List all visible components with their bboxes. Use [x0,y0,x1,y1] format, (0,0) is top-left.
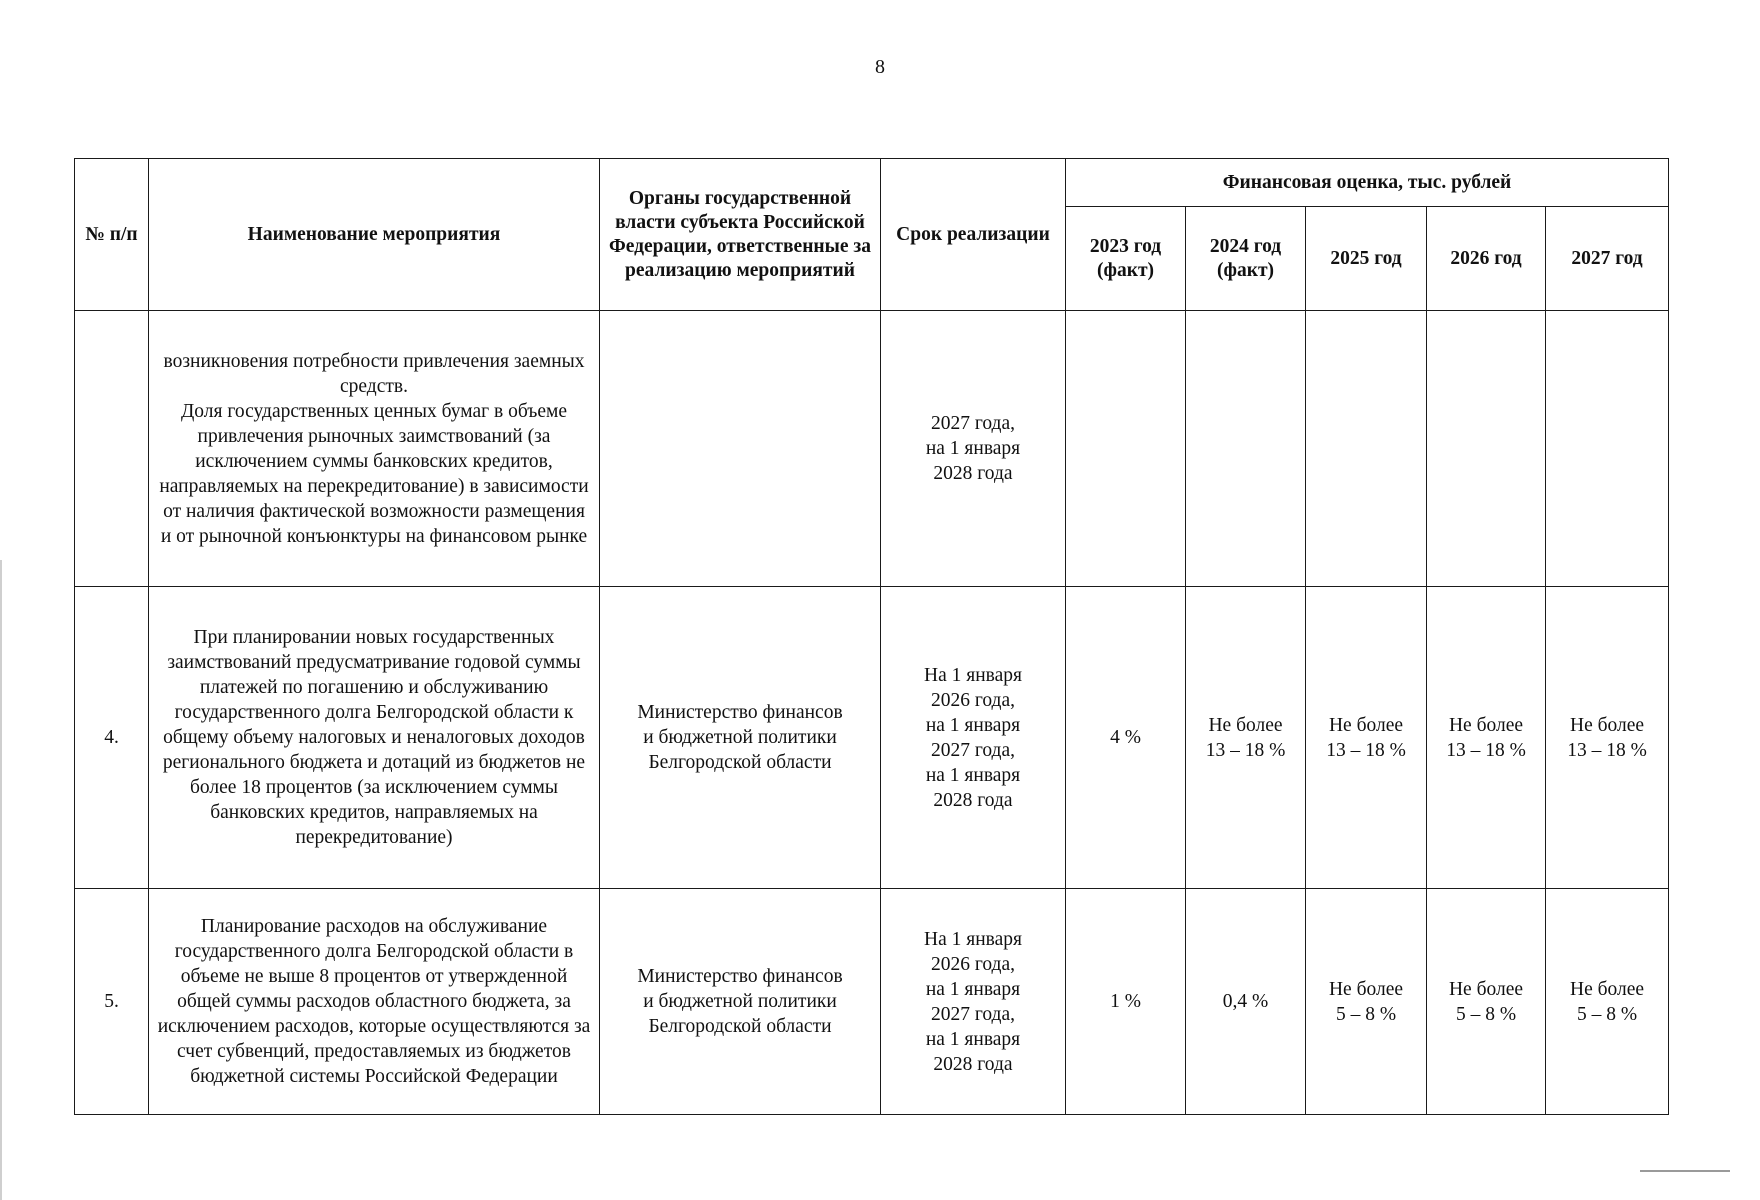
responsible-organ-line: и бюджетной политики [643,991,837,1012]
finance-value-line: Не более [1448,978,1524,1000]
finance-value-line: Не более [1208,714,1283,736]
finance-value-line: 13 – 18 % [1326,739,1406,761]
finance-value-line: 5 – 8 % [1576,1003,1638,1025]
responsible-organ-line: Министерство финансов [637,966,843,987]
finance-value-2026 [1427,587,1546,889]
responsible-organ-line: и бюджетной политики [643,727,837,748]
scan-corner-mark [1640,1170,1730,1172]
responsible-organ [600,587,881,889]
implementation-term-line: на 1 января [925,714,1021,736]
implementation-term-line: 2026 года, [930,953,1016,975]
implementation-term-line: на 1 января [925,438,1021,459]
implementation-term-line: 2028 года [933,1053,1013,1075]
measure-name-paragraph: возникновения потребности привлечения заемных средств. [163,350,585,397]
finance-value-2026 [1427,889,1546,1115]
finance-value-line: Не более [1448,714,1524,736]
measure-name-paragraph: При планировании новых государственных заимствований предусматривание годовой суммы платежей по погашению и обслуживанию государственного долга Белгородской области к общему объему налоговых и неналоговых доходов регионального бюджета и дотаций из бюджетов не более 18 процентов (за исключением суммы банковских кредитов, направляемых на перекредитование) [162,627,586,848]
responsible-organ-line: Белгородской области [648,752,832,773]
finance-value-2025 [1306,889,1427,1115]
row-number: 5. [75,889,149,1115]
scan-edge-mark [0,560,2,1200]
implementation-term-line: на 1 января [925,978,1021,1000]
finance-value-2023 [1066,889,1186,1115]
header-year-2027: 2027 год [1546,207,1669,311]
implementation-term-line: на 1 января [925,764,1021,786]
table-row [75,311,1669,587]
responsible-organ [600,311,881,587]
finance-value-line: Не более [1569,714,1645,736]
header-year-2026: 2026 год [1427,207,1546,311]
implementation-term-line: На 1 января [924,928,1022,950]
finance-value-2027 [1546,889,1669,1115]
responsible-organ-line: Министерство финансов [637,702,843,723]
table-row [75,587,1669,889]
row-number [75,311,149,587]
finance-value-2027 [1546,587,1669,889]
finance-value-2024 [1186,311,1306,587]
measure-name [149,311,600,587]
measures-table [74,158,1669,1115]
finance-value-line: Не более [1328,978,1404,1000]
page-number: 8 [875,56,885,78]
implementation-term-line: на 1 января [925,1028,1021,1050]
implementation-term-line: 2027 года, [930,1003,1016,1025]
header-organs: Органы государственной власти субъекта Российской Федерации, ответственные за реализацию мероприятий [600,159,881,311]
finance-value-2027 [1546,311,1669,587]
implementation-term-line: 2027 года, [930,739,1016,761]
measure-name-paragraph: Планирование расходов на обслуживание государственного долга Белгородской области в объеме не выше 8 процентов от утвержденной общей суммы расходов областного бюджета, за исключением расходов, которые осуществляются за счет субвенций, предоставляемых из бюджетов бюджетной системы Российской Федерации [157,916,591,1087]
finance-value-line: 4 % [1110,727,1141,748]
table-row [75,889,1669,1115]
finance-value-2025 [1306,311,1427,587]
finance-value-2023 [1066,587,1186,889]
header-finance: Финансовая оценка, тыс. рублей [1066,159,1669,207]
finance-value-line: 13 – 18 % [1567,739,1647,761]
finance-value-line: 13 – 18 % [1446,739,1526,761]
header-num: № п/п [75,159,149,311]
header-year-2024: 2024 год (факт) [1186,207,1306,311]
implementation-term [881,311,1066,587]
finance-value-2024 [1186,889,1306,1115]
implementation-term-line: 2026 года, [930,689,1016,711]
implementation-term [881,587,1066,889]
finance-value-line: 0,4 % [1222,991,1269,1012]
finance-value-2023 [1066,311,1186,587]
header-name: Наименование мероприятия [149,159,600,311]
implementation-term [881,889,1066,1115]
implementation-term-line: 2027 года, [930,413,1016,434]
header-term: Срок реализации [881,159,1066,311]
finance-value-line: 1 % [1110,991,1141,1012]
row-number: 4. [75,587,149,889]
measure-name [149,889,600,1115]
implementation-term-line: 2028 года [933,789,1013,811]
finance-value-line: Не более [1328,714,1404,736]
header-year-2025: 2025 год [1306,207,1427,311]
finance-value-line: 5 – 8 % [1335,1003,1397,1025]
finance-value-line: 5 – 8 % [1455,1003,1517,1025]
finance-value-line: 13 – 18 % [1205,739,1286,761]
measure-name [149,587,600,889]
finance-value-line: Не более [1569,978,1645,1000]
implementation-term-line: На 1 января [924,664,1022,686]
header-year-2023: 2023 год (факт) [1066,207,1186,311]
finance-value-2025 [1306,587,1427,889]
implementation-term-line: 2028 года [933,463,1013,484]
responsible-organ-line: Белгородской области [648,1016,832,1037]
responsible-organ [600,889,881,1115]
finance-value-2024 [1186,587,1306,889]
measure-name-paragraph: Доля государственных ценных бумаг в объеме привлечения рыночных заимствований (за исключением суммы банковских кредитов, направляемых на перекредитование) в зависимости от наличия фактической возможности размещения и от рыночной конъюнктуры на финансовом рынке [159,400,589,547]
finance-value-2026 [1427,311,1546,587]
